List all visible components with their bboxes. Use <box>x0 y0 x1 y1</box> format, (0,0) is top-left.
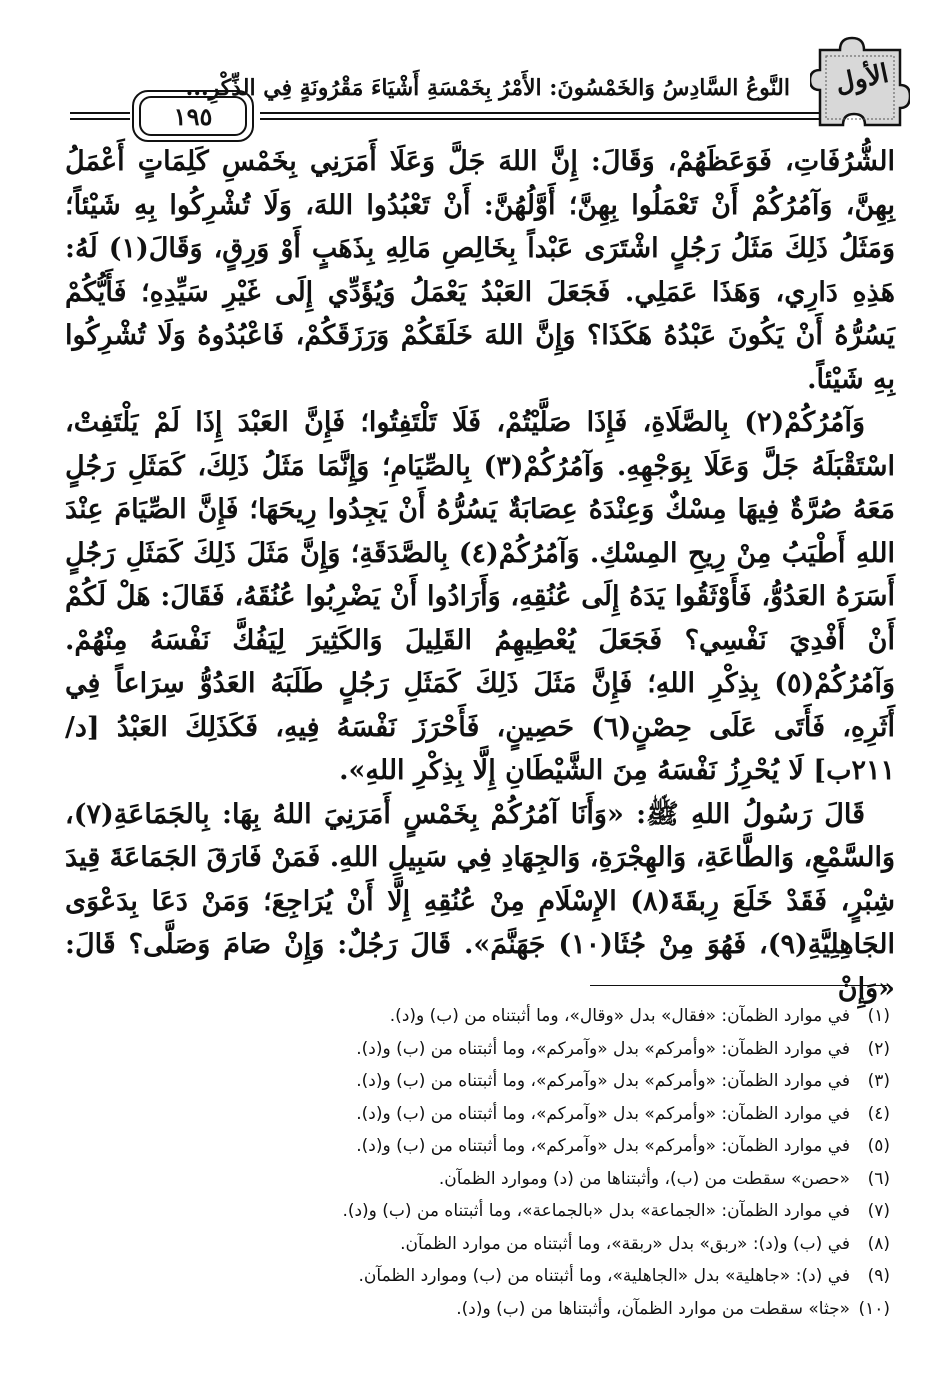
footnote-text: في موارد الظمآن: «وأمركم» بدل «وآمركم»، وما أثبتناه من (ب) و(د). <box>356 1136 850 1156</box>
footnote-text: في موارد الظمآن: «الجماعة» بدل «بالجماعة»، وما أثبتناه من (ب) و(د). <box>342 1201 850 1221</box>
footnote-text: في موارد الظمآن: «فقال» بدل «وقال»، وما أثبتناه من (ب) و(د). <box>389 1006 850 1026</box>
footnote <box>250 1130 890 1163</box>
main-text <box>65 140 895 1010</box>
footnote-text: في موارد الظمآن: «وأمركم» بدل «وآمركم»، وما أثبتناه من (ب) و(د). <box>356 1103 850 1124</box>
footnote <box>250 1228 890 1261</box>
footnote <box>250 1293 890 1326</box>
part-badge <box>810 30 910 130</box>
footnote <box>250 1065 890 1098</box>
footnote-text: «حصن» سقطت من (ب)، وأثبتناها من (د) وموارد الظمآن. <box>438 1168 850 1189</box>
footnote-number: (٤) <box>867 1103 890 1124</box>
footnote <box>250 1260 890 1293</box>
footnote-number: (١٠) <box>858 1298 890 1319</box>
running-title: النَّوعُ السَّادِسُ وَالخَمْسُونَ: الأَمْرُ بِخَمْسَةِ أَشْيَاءَ مَقْرُونَةٍ فِي الذِّكْرِ... <box>185 75 790 101</box>
footnote <box>250 1163 890 1196</box>
paragraph: الشُّرُفَاتِ، فَوَعَظَهُمْ، وَقَالَ: إِنَّ اللهَ جَلَّ وَعَلَا أَمَرَنِي بِخَمْسِ كَلِمَاتٍ أَعْمَلُ بِهِنَّ، وَآمُرُكُمْ أَنْ تَعْمَلُوا بِهِنَّ؛ أَوَّلُهُنَّ: أَنْ تَعْبُدُوا اللهَ، وَلَا تُشْرِكُوا بِهِ شَيْئاً؛ وَمَثَلُ ذَلِكَ مَثَلُ رَجُلٍ اشْتَرَى عَبْداً بِخَالِصِ مَالِهِ بِذَهَبٍ أَوْ وَرِقٍ، وَقَالَ(١) لَهُ: هَذِهِ دَارِي، وَهَذَا عَمَلِي. فَجَعَلَ العَبْدُ يَعْمَلُ وَيُؤَدِّي إِلَى غَيْرِ سَيِّدِهِ؛ فَأَيُّكُمْ يَسُرُّهُ أَنْ يَكُونَ عَبْدُهُ هَكَذَا؟ وَإِنَّ اللهَ خَلَقَكُمْ وَرَزَقَكُمْ، فَاعْبُدُوهُ وَلَا تُشْرِكُوا بِهِ شَيْئاً. <box>65 146 896 395</box>
footnote <box>250 1098 890 1131</box>
footnote-divider <box>590 985 890 986</box>
header-rule-left <box>70 112 130 114</box>
footnote-text: في موارد الظمآن: «وأمركم» بدل «وآمركم»، وما أثبتناه من (ب) و(د). <box>356 1071 850 1091</box>
footnote-number: (٧) <box>867 1201 890 1221</box>
footnote <box>250 1000 890 1033</box>
footnote-number: (٦) <box>867 1168 890 1189</box>
footnote-text: في موارد الظمآن: «وأمركم» بدل «وآمركم»، وما أثبتناه من (ب) و(د). <box>356 1038 850 1059</box>
footnote-text: «جثا» سقطت من موارد الظمآن، وأثبتناها من (ب) و(د). <box>456 1298 850 1319</box>
header-rule-double <box>260 118 820 120</box>
header-rule-left-double <box>70 118 130 120</box>
footnote <box>250 1033 890 1066</box>
paragraph: قَالَ رَسُولُ اللهِ ﷺ: «وَأَنَا آمُرُكُمْ بِخَمْسٍ أَمَرَنِيَ اللهُ بِهَا: بِالجَمَاعَةِ(٧)، وَالسَّمْعِ، وَالطَّاعَةِ، وَالهِجْرَةِ، وَالجِهَادِ فِي سَبِيلِ اللهِ. فَمَنْ فَارَقَ الجَمَاعَةَ قِيدَ شِبْرٍ، فَقَدْ خَلَعَ رِبقَةَ(٨) الإِسْلَامِ مِنْ عُنُقِهِ إِلَّا أَنْ يُرَاجِعَ؛ وَمَنْ دَعَا بِدَعْوَى الجَاهِلِيَّةِ(٩)، فَهُوَ مِنْ جُثَا(١٠) جَهَنَّمَ». قَالَ رَجُلٌ: وَإِنْ صَامَ وَصَلَّى؟ قَالَ: «وَإِنْ <box>65 798 895 1004</box>
footnote-text: في (د): «جاهلية» بدل «الجاهلية»، وما أثبتناه من (ب) وموارد الظمآن. <box>358 1266 850 1286</box>
header-rule <box>260 112 820 114</box>
footnote-text: في (ب) و(د): «ربق» بدل «ربقة»، وما أثبتناه من موارد الظمآن. <box>400 1233 850 1254</box>
page-number: ١٩٥ <box>139 96 247 136</box>
page-header <box>60 30 910 130</box>
footnote-number: (٣) <box>867 1071 890 1091</box>
part-badge-text: الأول <box>832 58 892 100</box>
footnote-number: (١) <box>867 1006 890 1026</box>
footnote <box>250 1195 890 1228</box>
paragraph: وَآمُرُكُمْ(٢) بِالصَّلَاةِ، فَإِذَا صَلَّيْتُمْ، فَلَا تَلْتَفِتُوا؛ فَإِنَّ العَبْدَ إِذَا لَمْ يَلْتَفِتْ، اسْتَقْبَلَهُ جَلَّ وَعَلَا بِوَجْهِهِ. وَآمُرُكُمْ(٣) بِالصِّيَامِ؛ وَإِنَّمَا مَثَلُ ذَلِكَ، كَمَثَلِ رَجُلٍ مَعَهُ صُرَّةٌ فِيهَا مِسْكٌ وَعِنْدَهُ عِصَابَةٌ يَسُرُّهُ أَنْ يَجِدُوا رِيحَهَا؛ فَإِنَّ الصِّيَامَ عِنْدَ اللهِ أَطْيَبُ مِنْ رِيحِ المِسْكِ. وَآمُرُكُمْ(٤) بِالصَّدَقَةِ؛ وَإِنَّ مَثَلَ ذَلِكَ كَمَثَلِ رَجُلٍ أَسَرَهُ العَدُوُّ، فَأَوْثَقُوا يَدَهُ إِلَى عُنُقِهِ، وَأَرَادُوا أَنْ يَضْرِبُوا عُنُقَهُ، فَقَالَ: هَلْ لَكُمْ أَنْ أَفْدِيَ نَفْسِي؟ فَجَعَلَ يُعْطِيهِمُ القَلِيلَ وَالكَثِيرَ لِيَفُكَّ نَفْسَهُ مِنْهُمْ. وَآمُرُكُمْ(٥) بِذِكْرِ اللهِ؛ فَإِنَّ مَثَلَ ذَلِكَ كَمَثَلِ رَجُلٍ طَلَبَهُ العَدُوُّ سِرَاعاً فِي أَثَرِهِ، فَأَتَى عَلَى حِصْنٍ(٦) حَصِينٍ، فَأَحْرَزَ نَفْسَهُ فِيهِ، فَكَذَلِكَ العَبْدُ [د/ ٢١١ب] لَا يُحْرِزُ نَفْسَهُ مِنَ الشَّيْطَانِ إِلَّا بِذِكْرِ اللهِ». <box>65 407 895 786</box>
page-number-frame <box>132 90 254 142</box>
footnote-number: (٩) <box>867 1266 890 1286</box>
footnotes <box>250 1000 890 1325</box>
footnote-number: (٢) <box>867 1038 890 1059</box>
footnote-number: (٥) <box>867 1136 890 1156</box>
footnote-number: (٨) <box>867 1233 890 1254</box>
